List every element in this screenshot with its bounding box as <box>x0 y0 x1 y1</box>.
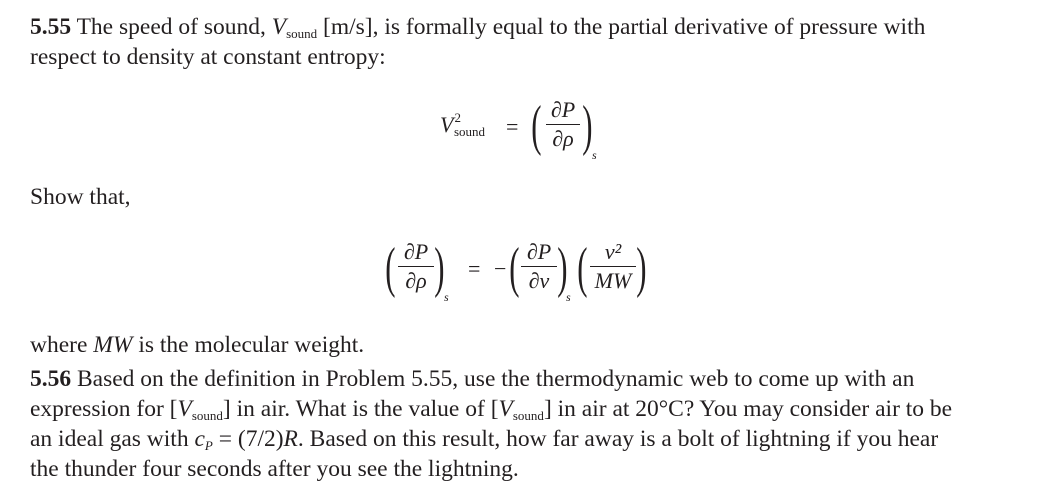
eq2-right-fraction-1 <box>521 240 557 293</box>
line3-c: . Based on this result, how far away is a bolt of lightning if you hear <box>297 426 939 452</box>
v-subscript: sound <box>286 26 318 41</box>
line2-c: ] in air at 20°C? You may consider air to be <box>543 396 953 422</box>
eq2-left-fraction <box>398 240 434 293</box>
eq2-right-paren-1: ) <box>434 237 445 299</box>
v-symbol-2: V <box>177 396 192 422</box>
eq1-fraction <box>546 98 580 151</box>
eq1-sup: 2 <box>454 110 461 125</box>
where-text: where <box>30 332 88 358</box>
eq1-equals: = <box>506 114 519 139</box>
eq2-right-fraction-2 <box>590 240 636 293</box>
eq1-denominator: ∂ρ <box>552 126 574 151</box>
show-that <box>30 182 131 212</box>
intro-text: The speed of sound, <box>76 14 266 40</box>
where-text-cont: is the molecular weight. <box>138 332 365 358</box>
show-that-text: Show that, <box>30 184 131 210</box>
where-line <box>30 330 364 360</box>
v-symbol: V <box>271 14 287 40</box>
cp-symbol: c <box>194 426 205 452</box>
eq2-left-paren-2: ( <box>509 237 520 299</box>
eq1-fraction-bar <box>546 124 580 125</box>
eq2-right-paren-2: ) <box>557 237 568 299</box>
eq2-r2-numerator: v² <box>604 239 622 264</box>
problem-5-55-line-1 <box>30 12 925 45</box>
problem-5-56-line-2 <box>30 394 952 427</box>
v-symbol-3: V <box>498 396 513 422</box>
cp-subscript: P <box>204 438 213 453</box>
mw-symbol: MW <box>93 332 133 358</box>
eq1-subscript-s: s <box>592 148 597 162</box>
intro-text-cont: , is formally equal to the partial derivative of pressure with <box>372 14 926 40</box>
line3-b: = (7/2) <box>218 426 284 452</box>
eq2-r1-subscript: s <box>566 290 571 304</box>
eq2-minus: − <box>494 256 507 281</box>
eq1-v: V <box>440 112 454 137</box>
problem-5-55-line-2 <box>30 42 386 72</box>
line3-a: an ideal gas with <box>30 426 189 452</box>
eq1-lhs <box>440 112 491 138</box>
eq1-left-paren: ( <box>531 95 542 157</box>
eq2-left-bar <box>398 266 434 267</box>
eq2-r1-numerator: ∂P <box>526 239 552 264</box>
problem-5-56-line-4 <box>30 454 519 484</box>
eq2-equals: = <box>468 256 481 281</box>
eq2-left-subscript: s <box>444 290 449 304</box>
eq2-right-paren-3: ) <box>636 237 647 299</box>
line2-a: expression for [ <box>30 396 178 422</box>
eq1-right-paren: ) <box>582 95 593 157</box>
eq2-r2-denominator: MW <box>594 268 632 293</box>
eq2-r1-bar <box>521 266 557 267</box>
line4-text: the thunder four seconds after you see the lightning. <box>30 456 519 482</box>
v-subscript-3: sound <box>512 408 544 423</box>
eq2-left-paren-1: ( <box>385 237 396 299</box>
unit-text: [m/s] <box>323 14 373 40</box>
r-symbol: R <box>283 426 298 452</box>
line2-b: ] in air. What is the value of [ <box>222 396 499 422</box>
problem-number: 5.55 <box>30 14 72 40</box>
v-subscript-2: sound <box>191 408 223 423</box>
eq2-left-paren-3: ( <box>577 237 588 299</box>
problem-5-56-line-1 <box>30 364 914 394</box>
problem-556-line-1-text: Based on the definition in Problem 5.55, use the thermodynamic web to come up with an <box>77 366 915 392</box>
eq1-sub: sound <box>453 124 486 139</box>
intro-line-2: respect to density at constant entropy: <box>30 44 386 70</box>
problem-number-556: 5.56 <box>30 366 72 392</box>
eq2-r1-denominator: ∂v <box>528 268 550 293</box>
eq2-left-numerator: ∂P <box>403 239 429 264</box>
eq1-numerator: ∂P <box>550 97 576 122</box>
eq2-r2-bar <box>590 266 636 267</box>
problem-5-56-line-3 <box>30 424 938 457</box>
eq2-left-denominator: ∂ρ <box>405 268 427 293</box>
